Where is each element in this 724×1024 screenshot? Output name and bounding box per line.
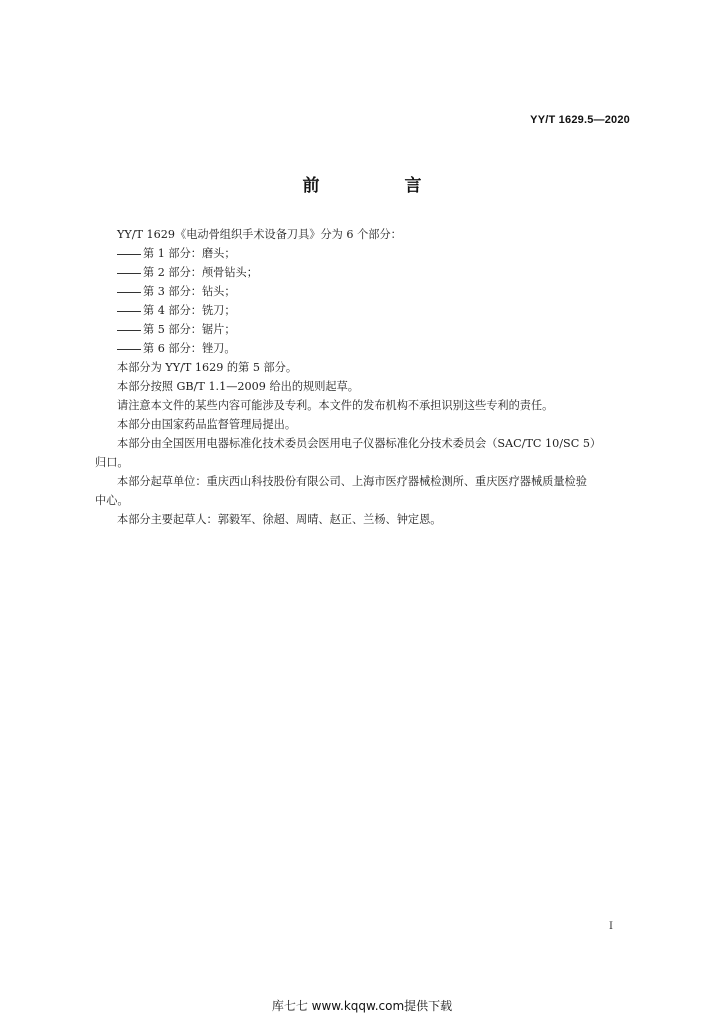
page-number: I xyxy=(609,921,613,932)
standard-code: YY/T 1629.5—2020 xyxy=(530,114,630,126)
drafting-rules-paragraph: 本部分按照 GB/T 1.1—2009 给出的规则起草。 xyxy=(117,380,359,393)
list-item xyxy=(117,339,637,358)
list-item xyxy=(117,263,637,282)
dash-mark xyxy=(117,254,141,255)
list-item-label: 第 4 部分：铣刀； xyxy=(143,304,236,317)
drafting-units-paragraph-line1: 本部分起草单位：重庆西山科技股份有限公司、上海市医疗器械检测所、重庆医疗器械质量检验 xyxy=(117,475,587,488)
drafters-paragraph: 本部分主要起草人：郭毅军、徐超、周晴、赵正、兰杨、钟定恩。 xyxy=(117,513,442,526)
parts-list xyxy=(117,244,637,358)
page-title: 前 言 xyxy=(302,176,456,196)
dash-mark xyxy=(117,273,141,274)
drafting-units-paragraph-line2: 中心。 xyxy=(95,494,129,507)
list-item-label: 第 1 部分：磨头； xyxy=(143,247,236,260)
list-item xyxy=(117,320,637,339)
document-body xyxy=(95,225,637,529)
download-watermark: 库七七 www.kqqw.com提供下载 xyxy=(271,999,453,1013)
list-item xyxy=(117,244,637,263)
patent-notice-paragraph: 请注意本文件的某些内容可能涉及专利。本文件的发布机构不承担识别这些专利的责任。 xyxy=(117,399,554,412)
dash-mark xyxy=(117,330,141,331)
committee-paragraph-line1: 本部分由全国医用电器标准化技术委员会医用电子仪器标准化分技术委员会（SAC/TC 10/SC 5） xyxy=(117,437,602,450)
list-item xyxy=(117,301,637,320)
dash-mark xyxy=(117,311,141,312)
committee-paragraph-line2: 归口。 xyxy=(95,456,129,469)
dash-mark xyxy=(117,292,141,293)
intro-paragraph: YY/T 1629《电动骨组织手术设备刀具》分为 6 个部分： xyxy=(117,228,402,241)
part-statement-paragraph: 本部分为 YY/T 1629 的第 5 部分。 xyxy=(117,361,298,374)
list-item-label: 第 2 部分：颅骨钻头； xyxy=(143,266,258,279)
proposer-paragraph: 本部分由国家药品监督管理局提出。 xyxy=(117,418,297,431)
list-item xyxy=(117,282,637,301)
list-item-label: 第 3 部分：钻头； xyxy=(143,285,236,298)
dash-mark xyxy=(117,349,141,350)
list-item-label: 第 5 部分：锯片； xyxy=(143,323,236,336)
list-item-label: 第 6 部分：锉刀。 xyxy=(143,342,236,355)
